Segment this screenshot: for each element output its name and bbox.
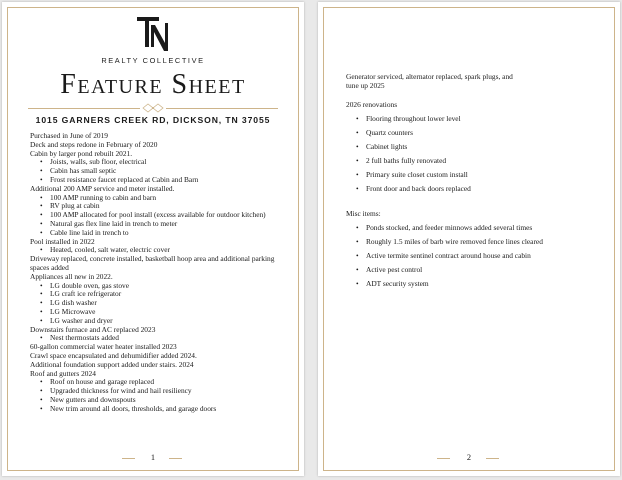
- list-item: • Cabin has small septic: [40, 167, 290, 176]
- feature-line: Cabin by larger pond rebuilt 2021.: [30, 148, 133, 158]
- list-item: • RV plug at cabin: [40, 202, 290, 211]
- list-item: • LG Microwave: [40, 308, 290, 317]
- feature-line: 60-gallon commercial water heater installed 2023: [30, 342, 177, 352]
- feature-line: Crawl space encapsulated and dehumidifier added 2024.: [30, 350, 197, 360]
- feature-line: Downstairs furnace and AC replaced 2023: [30, 324, 156, 334]
- list-item: • Joists, walls, sub floor, electrical: [40, 158, 290, 167]
- list-item: • Roof on house and garage replaced: [40, 378, 290, 387]
- feature-line: Appliances all new in 2022.: [30, 271, 113, 281]
- feature-line: Additional foundation support added under stairs. 2024: [30, 359, 194, 369]
- list-item: • Quartz counters: [356, 129, 606, 138]
- list-item: • Flooring throughout lower level: [356, 115, 606, 124]
- tn-logo-icon: [135, 15, 171, 53]
- list-item: • 100 AMP allocated for pool install (excess available for outdoor kitchen): [40, 211, 290, 220]
- feature-line: Additional 200 AMP service and meter installed.: [30, 183, 175, 193]
- page-1: [2, 2, 304, 476]
- page-number: 1: [150, 453, 156, 462]
- list-item: • 2 full baths fully renovated: [356, 157, 606, 166]
- list-item: • LG dish washer: [40, 299, 290, 308]
- feature-list-page-1: [30, 132, 290, 414]
- list-item: • Cabinet lights: [356, 143, 606, 152]
- brand-name: REALTY COLLECTIVE: [101, 56, 205, 65]
- list-item: • Heated, cooled, salt water, electric cover: [40, 246, 290, 255]
- page-2: [318, 2, 620, 476]
- list-item: • Natural gas flex line laid in trench to meter: [40, 220, 290, 229]
- list-item: • Active pest control: [356, 266, 606, 275]
- list-item: • Upgraded thickness for wind and hail resiliency: [40, 387, 290, 396]
- property-address: 1015 GARNERS CREEK RD, DICKSON, TN 37055: [35, 115, 271, 125]
- list-item: • Primary suite closet custom install: [356, 171, 606, 180]
- list-item: • LG double oven, gas stove: [40, 282, 290, 291]
- renovations-heading: 2026 renovations: [346, 99, 398, 109]
- list-item: • New trim around all doors, thresholds, and garage doors: [40, 405, 290, 414]
- feature-line: Roof and gutters 2024: [30, 368, 96, 378]
- misc-heading: Misc items:: [346, 209, 381, 219]
- list-item: • New gutters and downspouts: [40, 396, 290, 405]
- page-footer: [318, 453, 620, 463]
- page-number: 2: [466, 453, 472, 462]
- list-item: • Nest thermostats added: [40, 334, 290, 343]
- list-item: • Front door and back doors replaced: [356, 185, 606, 194]
- feature-line: Purchased in June of 2019: [30, 131, 108, 140]
- list-item: • Cable line laid in trench to: [40, 229, 290, 238]
- list-item: • LG washer and dryer: [40, 317, 290, 326]
- list-item: • Frost resistance faucet replaced at Cabin and Barn: [40, 176, 290, 185]
- page-footer: [2, 453, 304, 463]
- ornament-icon: [141, 103, 165, 113]
- feature-line: Deck and steps redone in February of 2020: [30, 139, 158, 149]
- list-item: • 100 AMP running to cabin and barn: [40, 194, 290, 203]
- feature-line: Driveway replaced, concrete installed, basketball hoop area and additional parking spaces added: [30, 254, 275, 272]
- feature-line: Pool installed in 2022: [30, 236, 95, 246]
- list-item: • Ponds stocked, and feeder minnows added several times: [356, 224, 606, 233]
- page-title: Feature Sheet: [60, 69, 246, 100]
- list-item: • LG craft ice refrigerator: [40, 290, 290, 299]
- title-divider: [28, 103, 278, 113]
- generator-note: Generator serviced, alternator replaced, spark plugs, and tune up 2025: [346, 72, 513, 90]
- list-item: • Roughly 1.5 miles of barb wire removed fence lines cleared: [356, 238, 606, 247]
- list-item: • Active termite sentinel contract around house and cabin: [356, 252, 606, 261]
- feature-list-page-2: [346, 73, 606, 294]
- list-item: • ADT security system: [356, 280, 606, 289]
